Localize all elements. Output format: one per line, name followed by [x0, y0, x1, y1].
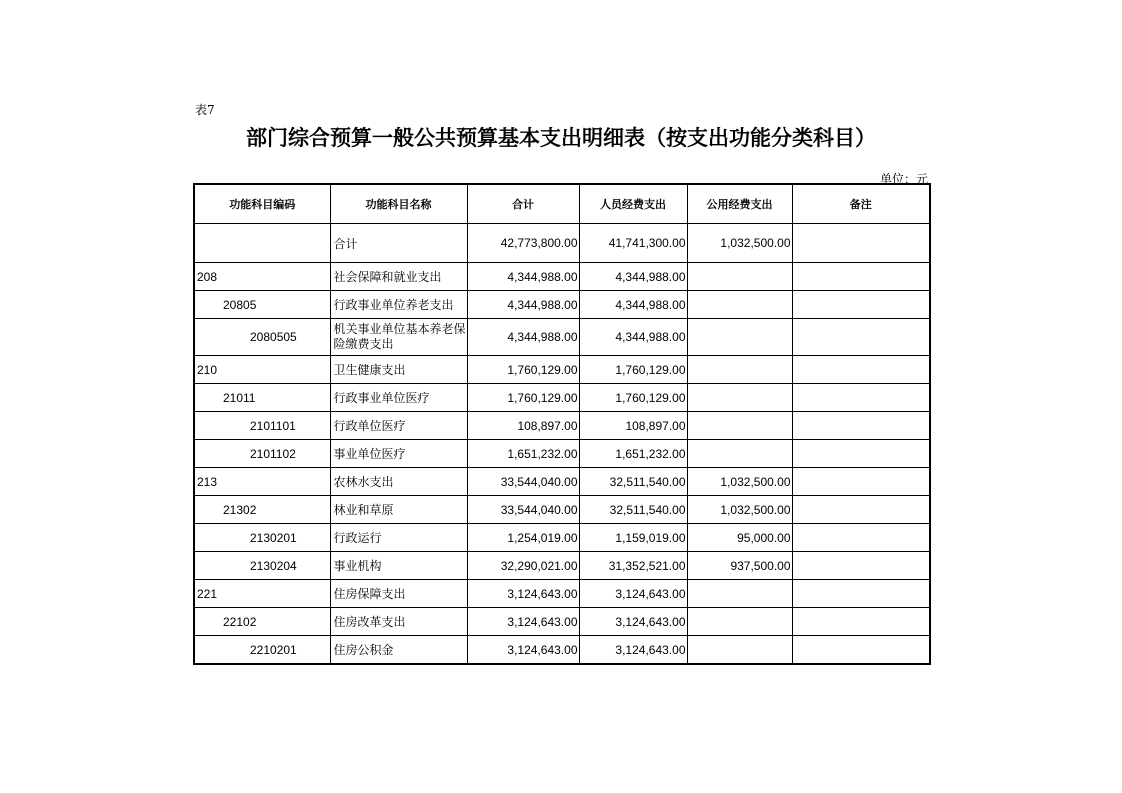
row-public	[687, 412, 792, 440]
row-personnel: 4,344,988.00	[579, 291, 687, 319]
header-code: 功能科目编码	[194, 184, 330, 224]
row-code: 22102	[194, 608, 330, 636]
row-code: 21011	[194, 384, 330, 412]
row-code: 2101101	[194, 412, 330, 440]
row-personnel: 4,344,988.00	[579, 319, 687, 356]
total-note	[792, 224, 930, 263]
row-name: 农林水支出	[330, 468, 467, 496]
row-personnel: 3,124,643.00	[579, 636, 687, 665]
row-note	[792, 384, 930, 412]
row-personnel: 31,352,521.00	[579, 552, 687, 580]
row-code: 2210201	[194, 636, 330, 665]
page-title: 部门综合预算一般公共预算基本支出明细表（按支出功能分类科目）	[246, 126, 876, 150]
total-sum: 42,773,800.00	[467, 224, 579, 263]
header-name: 功能科目名称	[330, 184, 467, 224]
row-personnel: 32,511,540.00	[579, 468, 687, 496]
row-note	[792, 580, 930, 608]
header-personnel: 人员经费支出	[579, 184, 687, 224]
total-code	[194, 224, 330, 263]
row-name: 行政事业单位医疗	[330, 384, 467, 412]
row-name: 行政运行	[330, 524, 467, 552]
row-code: 221	[194, 580, 330, 608]
row-public	[687, 319, 792, 356]
row-note	[792, 291, 930, 319]
row-personnel: 4,344,988.00	[579, 263, 687, 291]
row-note	[792, 552, 930, 580]
row-total: 3,124,643.00	[467, 608, 579, 636]
row-note	[792, 608, 930, 636]
row-total: 3,124,643.00	[467, 580, 579, 608]
row-public: 1,032,500.00	[687, 468, 792, 496]
unit-label: 单位：元	[879, 172, 928, 186]
table-row	[194, 384, 930, 412]
row-total: 33,544,040.00	[467, 468, 579, 496]
total-row	[194, 224, 930, 263]
row-total: 4,344,988.00	[467, 263, 579, 291]
row-name: 机关事业单位基本养老保险缴费支出	[330, 319, 467, 356]
row-code: 208	[194, 263, 330, 291]
table-row	[194, 291, 930, 319]
row-name: 住房保障支出	[330, 580, 467, 608]
table-label: 表7	[195, 103, 215, 117]
table-row	[194, 440, 930, 468]
row-personnel: 32,511,540.00	[579, 496, 687, 524]
table-row	[194, 580, 930, 608]
row-name: 卫生健康支出	[330, 356, 467, 384]
row-total: 32,290,021.00	[467, 552, 579, 580]
row-note	[792, 524, 930, 552]
table-row	[194, 412, 930, 440]
row-public	[687, 608, 792, 636]
row-note	[792, 263, 930, 291]
row-code: 2080505	[194, 319, 330, 356]
total-name: 合计	[330, 224, 467, 263]
row-total: 3,124,643.00	[467, 636, 579, 665]
row-personnel: 1,760,129.00	[579, 356, 687, 384]
row-total: 108,897.00	[467, 412, 579, 440]
header-note: 备注	[792, 184, 930, 224]
row-public	[687, 263, 792, 291]
row-note	[792, 468, 930, 496]
row-name: 住房公积金	[330, 636, 467, 665]
row-note	[792, 412, 930, 440]
row-name: 行政单位医疗	[330, 412, 467, 440]
row-code: 213	[194, 468, 330, 496]
row-total: 4,344,988.00	[467, 291, 579, 319]
row-name: 行政事业单位养老支出	[330, 291, 467, 319]
row-public	[687, 636, 792, 665]
row-personnel: 1,760,129.00	[579, 384, 687, 412]
row-public: 95,000.00	[687, 524, 792, 552]
total-public: 1,032,500.00	[687, 224, 792, 263]
row-public: 1,032,500.00	[687, 496, 792, 524]
row-public	[687, 440, 792, 468]
row-name: 事业机构	[330, 552, 467, 580]
row-personnel: 3,124,643.00	[579, 580, 687, 608]
row-code: 2101102	[194, 440, 330, 468]
row-code: 2130204	[194, 552, 330, 580]
row-public	[687, 356, 792, 384]
header-total: 合计	[467, 184, 579, 224]
row-note	[792, 356, 930, 384]
row-personnel: 3,124,643.00	[579, 608, 687, 636]
row-note	[792, 319, 930, 356]
total-personnel: 41,741,300.00	[579, 224, 687, 263]
row-total: 4,344,988.00	[467, 319, 579, 356]
row-note	[792, 636, 930, 665]
table-row	[194, 496, 930, 524]
row-total: 1,651,232.00	[467, 440, 579, 468]
table-row	[194, 552, 930, 580]
table-row	[194, 319, 930, 356]
row-total: 1,254,019.00	[467, 524, 579, 552]
row-name: 社会保障和就业支出	[330, 263, 467, 291]
row-name: 林业和草原	[330, 496, 467, 524]
table-row	[194, 636, 930, 665]
row-code: 20805	[194, 291, 330, 319]
header-public: 公用经费支出	[687, 184, 792, 224]
header-row	[194, 184, 930, 224]
row-public	[687, 580, 792, 608]
table-row	[194, 356, 930, 384]
row-note	[792, 440, 930, 468]
row-public	[687, 291, 792, 319]
row-name: 事业单位医疗	[330, 440, 467, 468]
row-total: 1,760,129.00	[467, 384, 579, 412]
row-public: 937,500.00	[687, 552, 792, 580]
row-code: 21302	[194, 496, 330, 524]
row-name: 住房改革支出	[330, 608, 467, 636]
row-code: 2130201	[194, 524, 330, 552]
table-row	[194, 524, 930, 552]
row-public	[687, 384, 792, 412]
table-row	[194, 263, 930, 291]
table-row	[194, 608, 930, 636]
row-personnel: 1,651,232.00	[579, 440, 687, 468]
row-total: 33,544,040.00	[467, 496, 579, 524]
table-row	[194, 468, 930, 496]
expenditure-table	[193, 183, 931, 665]
row-total: 1,760,129.00	[467, 356, 579, 384]
row-personnel: 108,897.00	[579, 412, 687, 440]
row-code: 210	[194, 356, 330, 384]
row-note	[792, 496, 930, 524]
row-personnel: 1,159,019.00	[579, 524, 687, 552]
